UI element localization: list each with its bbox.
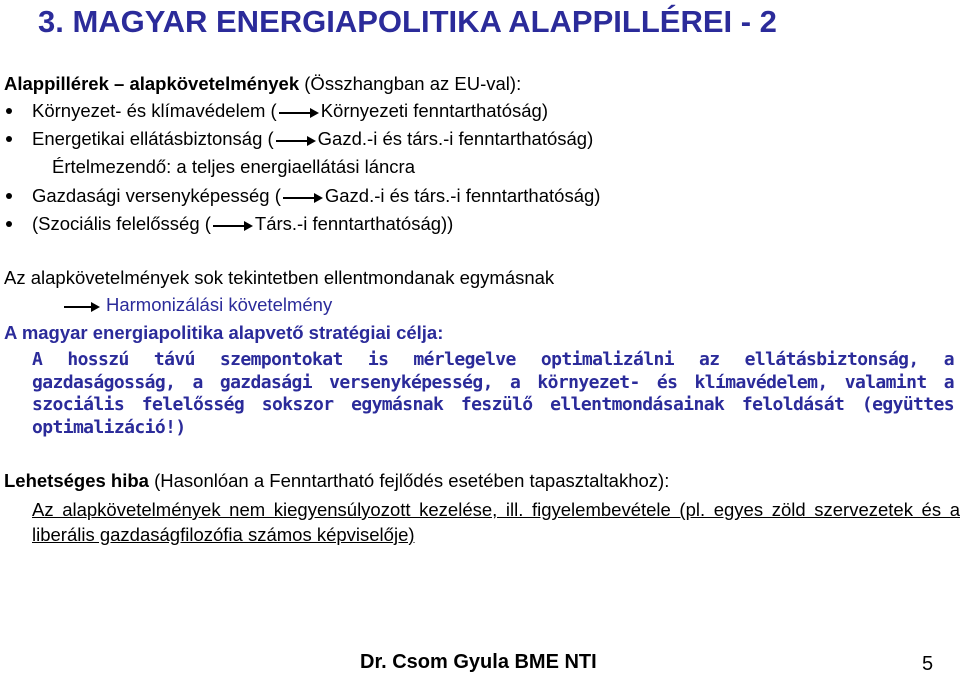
- pillar-item-right: Környezeti fenntarthatóság): [320, 100, 548, 121]
- harmonization-text: Harmonizálási követelmény: [106, 294, 333, 315]
- pillar-item-left: Környezet- és klímavédelem (: [32, 100, 277, 121]
- pillar-item: [32, 213, 453, 235]
- page-title: 3. MAGYAR ENERGIAPOLITIKA ALAPPILLÉREI - 2: [38, 4, 777, 39]
- footer-author: Dr. Csom Gyula BME NTI: [360, 651, 597, 673]
- goal-heading: A magyar energiapolitika alapvető stratégiai célja:: [4, 322, 444, 343]
- mistake-heading-rest: (Hasonlóan a Fenntartható fejlődés esetében tapasztaltakhoz):: [148, 470, 670, 491]
- bullet-icon: [6, 136, 12, 142]
- pillar-item-right: Gazd.-i és társ.-i fenntarthatóság): [324, 185, 601, 206]
- bullet-icon: [6, 108, 12, 114]
- mistake-heading: [4, 470, 669, 492]
- mistake-body-text: Az alapkövetelmények nem kiegyensúlyozott kezelése, ill. figyelembevétele (pl. egyes zöld szervezetek és a liberális gazdaságfilozófia számos képviselője): [32, 499, 960, 545]
- goal-body: A hosszú távú szempontokat is mérlegelve optimalizálni az ellátásbiztonság, a gazdaságosság, a gazdasági versenyképesség, a környezet- és klímavédelem, valamint a szociális felelősség sokszor egymásnak feszülő ellentmondásainak feloldását (együttes optimalizáció!): [32, 349, 954, 438]
- pillar-item-left: Energetikai ellátásbiztonság (: [32, 128, 274, 149]
- pillars-heading-rest: (Összhangban az EU-val):: [299, 73, 522, 94]
- arrow-right-icon: [64, 302, 100, 312]
- pillar-item-right: Társ.-i fenntarthatóság)): [254, 213, 454, 234]
- arrow-right-icon: [279, 108, 319, 118]
- pillar-item: [32, 100, 548, 122]
- arrow-right-icon: [283, 193, 323, 203]
- page-number: 5: [922, 653, 934, 675]
- pillars-heading: [4, 73, 521, 95]
- arrow-right-icon: [276, 136, 316, 146]
- pillar-item-right: Gazd.-i és társ.-i fenntarthatóság): [317, 128, 594, 149]
- pillars-heading-bold: Alappillérek – alapkövetelmények: [4, 73, 300, 94]
- pillar-subnote: Értelmezendő: a teljes energiaellátási láncra: [52, 156, 416, 177]
- pillar-item-left: (Szociális felelősség (: [32, 213, 211, 234]
- pillar-item: [32, 128, 593, 150]
- arrow-right-icon: [213, 221, 253, 231]
- harmonization-line: [62, 294, 332, 316]
- mistake-body: [32, 497, 960, 547]
- contradiction-text: Az alapkövetelmények sok tekintetben ellentmondanak egymásnak: [4, 267, 555, 288]
- bullet-icon: [6, 221, 12, 227]
- pillar-item-left: Gazdasági versenyképesség (: [32, 185, 281, 206]
- pillar-item: [32, 185, 600, 207]
- mistake-heading-bold: Lehetséges hiba: [4, 470, 149, 491]
- bullet-icon: [6, 193, 12, 199]
